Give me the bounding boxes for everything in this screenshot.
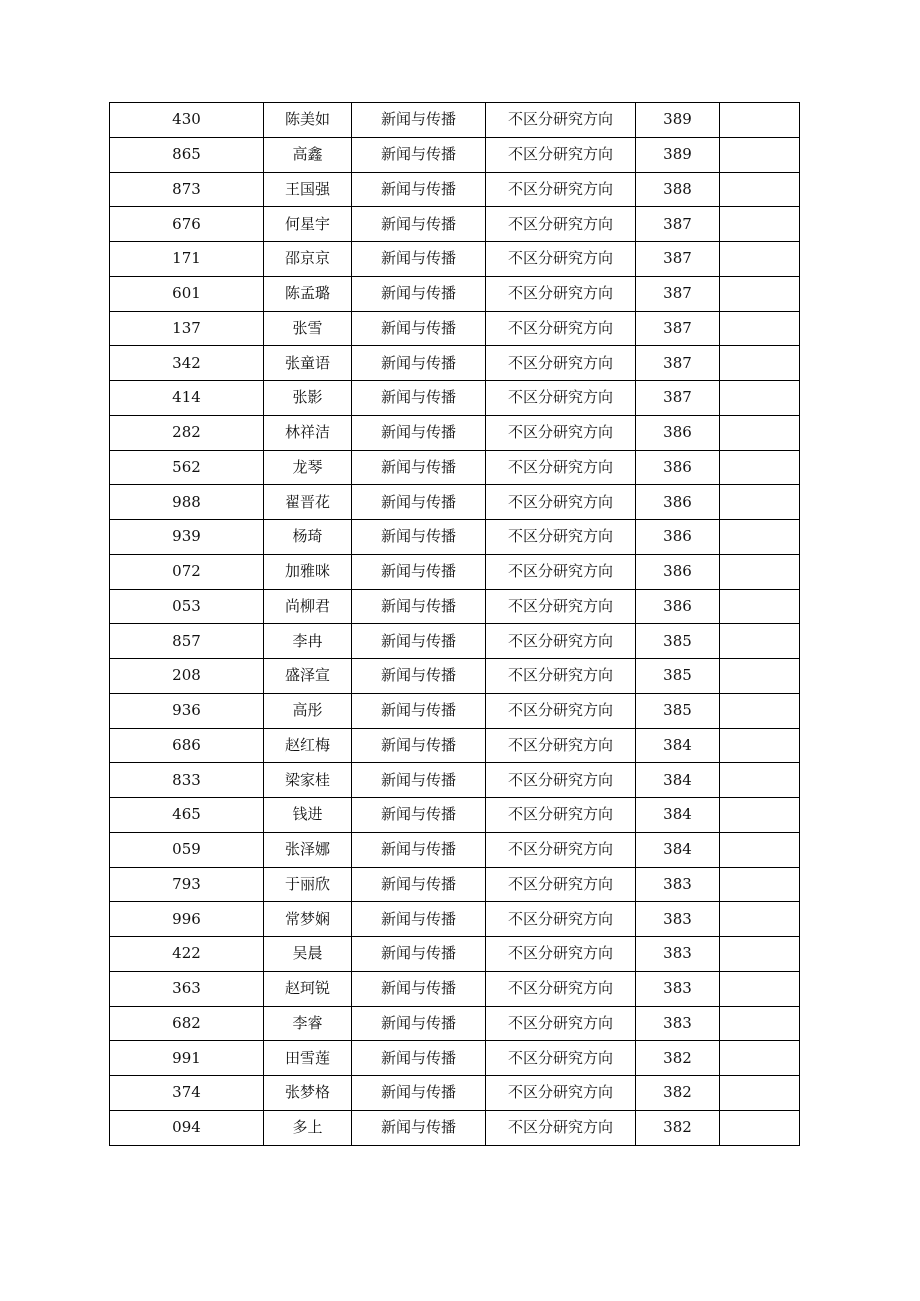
candidate-name-cell: 常梦娴 bbox=[264, 902, 352, 937]
candidate-id-cell: 374 bbox=[110, 1076, 264, 1111]
research-direction-cell: 不区分研究方向 bbox=[486, 1110, 636, 1145]
note-cell bbox=[720, 971, 800, 1006]
candidate-id-cell: 363 bbox=[110, 971, 264, 1006]
major-cell: 新闻与传播 bbox=[352, 137, 486, 172]
research-direction-cell: 不区分研究方向 bbox=[486, 415, 636, 450]
major-cell: 新闻与传播 bbox=[352, 1041, 486, 1076]
note-cell bbox=[720, 554, 800, 589]
major-cell: 新闻与传播 bbox=[352, 728, 486, 763]
note-cell bbox=[720, 832, 800, 867]
table-row bbox=[110, 693, 800, 728]
major-cell: 新闻与传播 bbox=[352, 589, 486, 624]
table-row bbox=[110, 624, 800, 659]
candidate-name-cell: 梁家桂 bbox=[264, 763, 352, 798]
table-row bbox=[110, 381, 800, 416]
research-direction-cell: 不区分研究方向 bbox=[486, 520, 636, 555]
score-cell: 389 bbox=[636, 103, 720, 138]
research-direction-cell: 不区分研究方向 bbox=[486, 902, 636, 937]
research-direction-cell: 不区分研究方向 bbox=[486, 659, 636, 694]
note-cell bbox=[720, 867, 800, 902]
table-row bbox=[110, 450, 800, 485]
table-body bbox=[110, 103, 800, 1146]
major-cell: 新闻与传播 bbox=[352, 242, 486, 277]
candidate-name-cell: 龙琴 bbox=[264, 450, 352, 485]
candidate-id-cell: 072 bbox=[110, 554, 264, 589]
candidate-id-cell: 059 bbox=[110, 832, 264, 867]
table-row bbox=[110, 137, 800, 172]
candidate-id-cell: 936 bbox=[110, 693, 264, 728]
score-cell: 383 bbox=[636, 867, 720, 902]
table-row bbox=[110, 1006, 800, 1041]
major-cell: 新闻与传播 bbox=[352, 624, 486, 659]
research-direction-cell: 不区分研究方向 bbox=[486, 1006, 636, 1041]
table-row bbox=[110, 311, 800, 346]
candidate-name-cell: 田雪莲 bbox=[264, 1041, 352, 1076]
score-cell: 386 bbox=[636, 554, 720, 589]
score-cell: 387 bbox=[636, 242, 720, 277]
score-cell: 384 bbox=[636, 798, 720, 833]
note-cell bbox=[720, 103, 800, 138]
score-cell: 386 bbox=[636, 589, 720, 624]
note-cell bbox=[720, 902, 800, 937]
major-cell: 新闻与传播 bbox=[352, 207, 486, 242]
candidate-name-cell: 盛泽宣 bbox=[264, 659, 352, 694]
research-direction-cell: 不区分研究方向 bbox=[486, 346, 636, 381]
note-cell bbox=[720, 1076, 800, 1111]
candidate-name-cell: 张童语 bbox=[264, 346, 352, 381]
major-cell: 新闻与传播 bbox=[352, 415, 486, 450]
table-row bbox=[110, 937, 800, 972]
research-direction-cell: 不区分研究方向 bbox=[486, 971, 636, 1006]
research-direction-cell: 不区分研究方向 bbox=[486, 763, 636, 798]
candidate-id-cell: 988 bbox=[110, 485, 264, 520]
score-cell: 384 bbox=[636, 763, 720, 798]
candidate-id-cell: 686 bbox=[110, 728, 264, 763]
score-cell: 384 bbox=[636, 832, 720, 867]
major-cell: 新闻与传播 bbox=[352, 832, 486, 867]
score-table bbox=[109, 102, 800, 1146]
score-cell: 387 bbox=[636, 207, 720, 242]
candidate-id-cell: 094 bbox=[110, 1110, 264, 1145]
score-cell: 387 bbox=[636, 276, 720, 311]
table-row bbox=[110, 971, 800, 1006]
score-cell: 382 bbox=[636, 1076, 720, 1111]
candidate-name-cell: 于丽欣 bbox=[264, 867, 352, 902]
note-cell bbox=[720, 311, 800, 346]
candidate-id-cell: 857 bbox=[110, 624, 264, 659]
score-cell: 383 bbox=[636, 1006, 720, 1041]
candidate-name-cell: 加雅咪 bbox=[264, 554, 352, 589]
candidate-name-cell: 吴晨 bbox=[264, 937, 352, 972]
major-cell: 新闻与传播 bbox=[352, 554, 486, 589]
research-direction-cell: 不区分研究方向 bbox=[486, 172, 636, 207]
candidate-name-cell: 李冉 bbox=[264, 624, 352, 659]
research-direction-cell: 不区分研究方向 bbox=[486, 624, 636, 659]
research-direction-cell: 不区分研究方向 bbox=[486, 311, 636, 346]
major-cell: 新闻与传播 bbox=[352, 937, 486, 972]
candidate-id-cell: 171 bbox=[110, 242, 264, 277]
table-row bbox=[110, 415, 800, 450]
table-row bbox=[110, 867, 800, 902]
score-cell: 385 bbox=[636, 624, 720, 659]
candidate-id-cell: 430 bbox=[110, 103, 264, 138]
major-cell: 新闻与传播 bbox=[352, 1006, 486, 1041]
research-direction-cell: 不区分研究方向 bbox=[486, 554, 636, 589]
major-cell: 新闻与传播 bbox=[352, 867, 486, 902]
score-cell: 384 bbox=[636, 728, 720, 763]
major-cell: 新闻与传播 bbox=[352, 450, 486, 485]
candidate-id-cell: 873 bbox=[110, 172, 264, 207]
table-row bbox=[110, 798, 800, 833]
research-direction-cell: 不区分研究方向 bbox=[486, 798, 636, 833]
major-cell: 新闻与传播 bbox=[352, 485, 486, 520]
major-cell: 新闻与传播 bbox=[352, 172, 486, 207]
table-row bbox=[110, 1076, 800, 1111]
candidate-name-cell: 张梦格 bbox=[264, 1076, 352, 1111]
candidate-name-cell: 赵红梅 bbox=[264, 728, 352, 763]
research-direction-cell: 不区分研究方向 bbox=[486, 867, 636, 902]
research-direction-cell: 不区分研究方向 bbox=[486, 103, 636, 138]
table-row bbox=[110, 242, 800, 277]
table-row bbox=[110, 172, 800, 207]
note-cell bbox=[720, 276, 800, 311]
score-cell: 383 bbox=[636, 937, 720, 972]
table-row bbox=[110, 276, 800, 311]
candidate-id-cell: 208 bbox=[110, 659, 264, 694]
major-cell: 新闻与传播 bbox=[352, 1110, 486, 1145]
research-direction-cell: 不区分研究方向 bbox=[486, 242, 636, 277]
candidate-id-cell: 414 bbox=[110, 381, 264, 416]
major-cell: 新闻与传播 bbox=[352, 103, 486, 138]
candidate-name-cell: 张雪 bbox=[264, 311, 352, 346]
score-cell: 387 bbox=[636, 346, 720, 381]
candidate-id-cell: 601 bbox=[110, 276, 264, 311]
note-cell bbox=[720, 589, 800, 624]
score-cell: 383 bbox=[636, 971, 720, 1006]
major-cell: 新闻与传播 bbox=[352, 520, 486, 555]
score-cell: 387 bbox=[636, 381, 720, 416]
candidate-name-cell: 杨琦 bbox=[264, 520, 352, 555]
candidate-name-cell: 张影 bbox=[264, 381, 352, 416]
note-cell bbox=[720, 1041, 800, 1076]
candidate-name-cell: 何星宇 bbox=[264, 207, 352, 242]
note-cell bbox=[720, 798, 800, 833]
note-cell bbox=[720, 624, 800, 659]
table-row bbox=[110, 728, 800, 763]
research-direction-cell: 不区分研究方向 bbox=[486, 1076, 636, 1111]
research-direction-cell: 不区分研究方向 bbox=[486, 1041, 636, 1076]
candidate-name-cell: 陈美如 bbox=[264, 103, 352, 138]
research-direction-cell: 不区分研究方向 bbox=[486, 485, 636, 520]
candidate-id-cell: 833 bbox=[110, 763, 264, 798]
candidate-id-cell: 682 bbox=[110, 1006, 264, 1041]
major-cell: 新闻与传播 bbox=[352, 971, 486, 1006]
candidate-name-cell: 邵京京 bbox=[264, 242, 352, 277]
research-direction-cell: 不区分研究方向 bbox=[486, 450, 636, 485]
score-cell: 386 bbox=[636, 520, 720, 555]
score-cell: 385 bbox=[636, 693, 720, 728]
candidate-id-cell: 422 bbox=[110, 937, 264, 972]
research-direction-cell: 不区分研究方向 bbox=[486, 832, 636, 867]
table-row bbox=[110, 659, 800, 694]
research-direction-cell: 不区分研究方向 bbox=[486, 207, 636, 242]
research-direction-cell: 不区分研究方向 bbox=[486, 137, 636, 172]
note-cell bbox=[720, 1110, 800, 1145]
score-cell: 386 bbox=[636, 450, 720, 485]
candidate-id-cell: 939 bbox=[110, 520, 264, 555]
candidate-name-cell: 尚柳君 bbox=[264, 589, 352, 624]
candidate-name-cell: 张泽娜 bbox=[264, 832, 352, 867]
score-cell: 382 bbox=[636, 1110, 720, 1145]
candidate-id-cell: 996 bbox=[110, 902, 264, 937]
candidate-id-cell: 465 bbox=[110, 798, 264, 833]
table-row bbox=[110, 520, 800, 555]
candidate-id-cell: 137 bbox=[110, 311, 264, 346]
major-cell: 新闻与传播 bbox=[352, 659, 486, 694]
note-cell bbox=[720, 485, 800, 520]
table-row bbox=[110, 1041, 800, 1076]
score-cell: 386 bbox=[636, 485, 720, 520]
table-row bbox=[110, 1110, 800, 1145]
note-cell bbox=[720, 1006, 800, 1041]
note-cell bbox=[720, 520, 800, 555]
score-cell: 383 bbox=[636, 902, 720, 937]
note-cell bbox=[720, 659, 800, 694]
research-direction-cell: 不区分研究方向 bbox=[486, 589, 636, 624]
candidate-name-cell: 李睿 bbox=[264, 1006, 352, 1041]
candidate-name-cell: 王国强 bbox=[264, 172, 352, 207]
note-cell bbox=[720, 450, 800, 485]
candidate-id-cell: 053 bbox=[110, 589, 264, 624]
note-cell bbox=[720, 381, 800, 416]
candidate-name-cell: 翟晋花 bbox=[264, 485, 352, 520]
table-row bbox=[110, 346, 800, 381]
candidate-id-cell: 676 bbox=[110, 207, 264, 242]
candidate-name-cell: 赵珂锐 bbox=[264, 971, 352, 1006]
table-row bbox=[110, 832, 800, 867]
candidate-name-cell: 多上 bbox=[264, 1110, 352, 1145]
score-cell: 387 bbox=[636, 311, 720, 346]
candidate-name-cell: 陈孟璐 bbox=[264, 276, 352, 311]
candidate-id-cell: 282 bbox=[110, 415, 264, 450]
candidate-name-cell: 钱进 bbox=[264, 798, 352, 833]
major-cell: 新闻与传播 bbox=[352, 763, 486, 798]
major-cell: 新闻与传播 bbox=[352, 276, 486, 311]
research-direction-cell: 不区分研究方向 bbox=[486, 381, 636, 416]
note-cell bbox=[720, 207, 800, 242]
table-row bbox=[110, 485, 800, 520]
note-cell bbox=[720, 693, 800, 728]
candidate-id-cell: 793 bbox=[110, 867, 264, 902]
candidate-id-cell: 562 bbox=[110, 450, 264, 485]
table-row bbox=[110, 902, 800, 937]
major-cell: 新闻与传播 bbox=[352, 798, 486, 833]
note-cell bbox=[720, 242, 800, 277]
score-cell: 382 bbox=[636, 1041, 720, 1076]
candidate-name-cell: 高彤 bbox=[264, 693, 352, 728]
note-cell bbox=[720, 763, 800, 798]
score-cell: 386 bbox=[636, 415, 720, 450]
major-cell: 新闻与传播 bbox=[352, 693, 486, 728]
note-cell bbox=[720, 937, 800, 972]
note-cell bbox=[720, 415, 800, 450]
table-row bbox=[110, 589, 800, 624]
table-row bbox=[110, 763, 800, 798]
note-cell bbox=[720, 346, 800, 381]
major-cell: 新闻与传播 bbox=[352, 311, 486, 346]
score-cell: 385 bbox=[636, 659, 720, 694]
score-cell: 389 bbox=[636, 137, 720, 172]
major-cell: 新闻与传播 bbox=[352, 381, 486, 416]
research-direction-cell: 不区分研究方向 bbox=[486, 728, 636, 763]
candidate-id-cell: 342 bbox=[110, 346, 264, 381]
major-cell: 新闻与传播 bbox=[352, 902, 486, 937]
table-row bbox=[110, 207, 800, 242]
research-direction-cell: 不区分研究方向 bbox=[486, 693, 636, 728]
research-direction-cell: 不区分研究方向 bbox=[486, 937, 636, 972]
candidate-name-cell: 高鑫 bbox=[264, 137, 352, 172]
table-row bbox=[110, 103, 800, 138]
note-cell bbox=[720, 137, 800, 172]
research-direction-cell: 不区分研究方向 bbox=[486, 276, 636, 311]
note-cell bbox=[720, 172, 800, 207]
major-cell: 新闻与传播 bbox=[352, 346, 486, 381]
candidate-name-cell: 林祥洁 bbox=[264, 415, 352, 450]
table-row bbox=[110, 554, 800, 589]
note-cell bbox=[720, 728, 800, 763]
score-cell: 388 bbox=[636, 172, 720, 207]
major-cell: 新闻与传播 bbox=[352, 1076, 486, 1111]
candidate-id-cell: 865 bbox=[110, 137, 264, 172]
candidate-id-cell: 991 bbox=[110, 1041, 264, 1076]
